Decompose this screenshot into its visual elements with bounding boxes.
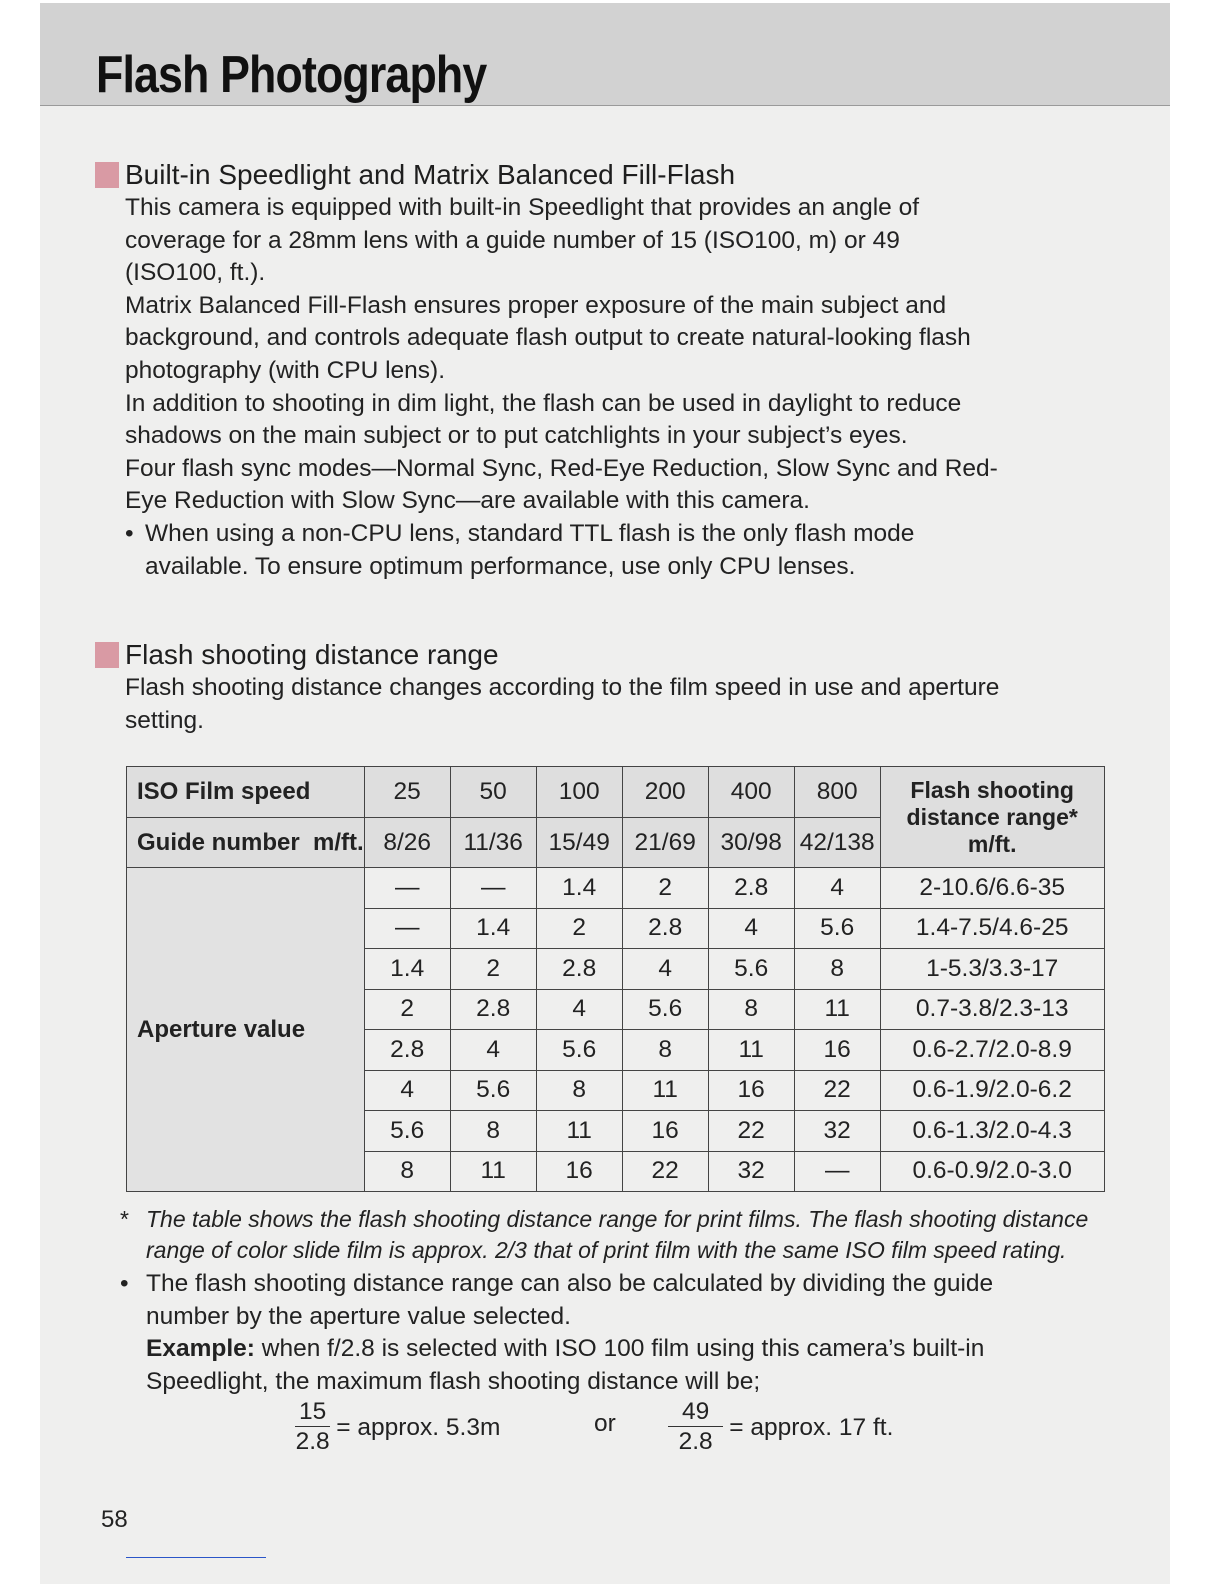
guide-value: 15/49	[536, 818, 622, 868]
footnote	[120, 1204, 1110, 1266]
formula-result: = approx. 17 ft.	[729, 1413, 894, 1441]
range-header-line: distance range*	[906, 803, 1078, 830]
aperture-cell: 5.6	[364, 1111, 450, 1152]
formula-or-text: or	[594, 1410, 616, 1437]
body-line: (ISO100, ft.).	[125, 259, 266, 287]
aperture-cell: 8	[364, 1151, 450, 1192]
footnote-line: The table shows the flash shooting distance range for print films. The flash shooting distance	[146, 1206, 1089, 1232]
body-line: Matrix Balanced Fill-Flash ensures proper exposure of the main subject and	[125, 291, 947, 319]
section-heading	[95, 638, 1125, 672]
aperture-cell: 32	[794, 1111, 880, 1152]
aperture-cell: 8	[622, 1030, 708, 1071]
aperture-cell: 2.8	[708, 868, 794, 909]
aperture-cell: 2	[536, 908, 622, 949]
section-title: Built-in Speedlight and Matrix Balanced Fill-Flash	[125, 159, 736, 190]
body-line: setting.	[125, 706, 204, 734]
aperture-cell: 4	[450, 1030, 536, 1071]
bullet-line: The flash shooting distance range can also be calculated by dividing the guide	[146, 1270, 994, 1297]
aperture-cell: 11	[794, 989, 880, 1030]
aperture-cell: 2	[450, 949, 536, 990]
aperture-cell: 1.4	[536, 868, 622, 909]
aperture-cell: —	[364, 868, 450, 909]
fraction-denominator: 2.8	[678, 1428, 713, 1455]
example-label: Example:	[146, 1335, 255, 1363]
fraction	[295, 1398, 330, 1457]
range-cell: 1.4-7.5/4.6-25	[880, 908, 1104, 949]
formula-feet	[668, 1398, 893, 1457]
formula-result: = approx. 5.3m	[336, 1413, 501, 1441]
aperture-cell: 2.8	[450, 989, 536, 1030]
aperture-cell: 22	[708, 1111, 794, 1152]
iso-value: 50	[450, 767, 536, 818]
iso-value: 25	[364, 767, 450, 818]
body-line: Eye Reduction with Slow Sync—are available with this camera.	[125, 487, 810, 515]
range-cell: 0.6-2.7/2.0-8.9	[880, 1030, 1104, 1071]
bullet-note	[120, 1268, 1110, 1333]
fraction-denominator: 2.8	[295, 1428, 330, 1455]
aperture-cell: 16	[708, 1070, 794, 1111]
aperture-cell: 32	[708, 1151, 794, 1192]
aperture-cell: 5.6	[450, 1070, 536, 1111]
aperture-cell: 2	[622, 868, 708, 909]
aperture-cell: 5.6	[622, 989, 708, 1030]
bottom-rule	[126, 1557, 266, 1558]
bullet-line: When using a non-CPU lens, standard TTL flash is the only flash mode	[145, 519, 915, 547]
aperture-cell: 16	[536, 1151, 622, 1192]
example-line	[146, 1333, 1110, 1366]
formula-metric	[295, 1398, 500, 1457]
iso-value: 800	[794, 767, 880, 818]
aperture-cell: —	[794, 1151, 880, 1192]
range-cell: 1-5.3/3.3-17	[880, 949, 1104, 990]
footnote-line: range of color slide film is approx. 2/3 that of print film with the same ISO film speed rating.	[146, 1237, 1067, 1263]
guide-value: 21/69	[622, 818, 708, 868]
example-text: when f/2.8 is selected with ISO 100 film using this camera’s built-in	[254, 1335, 985, 1363]
aperture-cell: 2.8	[622, 908, 708, 949]
aperture-cell: 1.4	[364, 949, 450, 990]
header-band	[40, 3, 1170, 106]
fraction-numerator: 49	[668, 1398, 723, 1427]
example-line: Speedlight, the maximum flash shooting distance will be;	[146, 1367, 761, 1395]
aperture-cell: 11	[622, 1070, 708, 1111]
formula-or	[594, 1410, 616, 1438]
range-header-line: m/ft.	[967, 830, 1017, 857]
section-distance-range	[95, 638, 1125, 737]
aperture-cell: 5.6	[794, 908, 880, 949]
aperture-cell: 1.4	[450, 908, 536, 949]
aperture-cell: 2	[364, 989, 450, 1030]
aperture-cell: 16	[622, 1111, 708, 1152]
range-cell: 0.6-1.9/2.0-6.2	[880, 1070, 1104, 1111]
range-cell: 0.6-0.9/2.0-3.0	[880, 1151, 1104, 1192]
aperture-cell: 4	[708, 908, 794, 949]
bullet-icon: •	[120, 1270, 129, 1297]
notes	[120, 1204, 1110, 1398]
section-body	[125, 192, 1125, 583]
table-row	[127, 868, 1105, 909]
guide-value: 11/36	[450, 818, 536, 868]
example	[146, 1333, 1110, 1398]
bullet-line: available. To ensure optimum performance, use only CPU lenses.	[145, 552, 856, 580]
aperture-cell: 4	[364, 1070, 450, 1111]
aperture-cell: —	[364, 908, 450, 949]
aperture-cell: 8	[708, 989, 794, 1030]
aperture-cell: 5.6	[536, 1030, 622, 1071]
aperture-cell: —	[450, 868, 536, 909]
fraction	[668, 1398, 723, 1457]
bullet-note	[125, 518, 1125, 583]
aperture-cell: 8	[794, 949, 880, 990]
aperture-label: Aperture value	[127, 868, 365, 1192]
iso-value: 400	[708, 767, 794, 818]
aperture-cell: 4	[622, 949, 708, 990]
bullet-icon: •	[125, 519, 134, 547]
range-header	[880, 767, 1104, 868]
range-cell: 2-10.6/6.6-35	[880, 868, 1104, 909]
body-line: Four flash sync modes—Normal Sync, Red-Eye Reduction, Slow Sync and Red-	[125, 454, 998, 482]
aperture-cell: 22	[622, 1151, 708, 1192]
bullet-line: number by the aperture value selected.	[146, 1302, 571, 1330]
aperture-cell: 2.8	[536, 949, 622, 990]
iso-value: 200	[622, 767, 708, 818]
aperture-cell: 2.8	[364, 1030, 450, 1071]
section-title: Flash shooting distance range	[125, 639, 499, 670]
fraction-numerator: 15	[295, 1398, 330, 1427]
body-line: Flash shooting distance changes according to the film speed in use and aperture	[125, 674, 1000, 701]
flash-range-table	[126, 766, 1105, 1192]
guide-value: 8/26	[364, 818, 450, 868]
body-line: In addition to shooting in dim light, the flash can be used in daylight to reduce	[125, 389, 962, 417]
range-cell: 0.6-1.3/2.0-4.3	[880, 1111, 1104, 1152]
iso-value: 100	[536, 767, 622, 818]
section-marker-icon	[95, 642, 119, 668]
section-speedlight	[95, 158, 1125, 583]
body-line: photography (with CPU lens).	[125, 356, 446, 384]
aperture-cell: 8	[536, 1070, 622, 1111]
footnote-asterisk: *	[120, 1206, 129, 1232]
page-title: Flash Photography	[96, 46, 487, 104]
aperture-cell: 11	[708, 1030, 794, 1071]
aperture-cell: 16	[794, 1030, 880, 1071]
aperture-cell: 4	[794, 868, 880, 909]
guide-value: 42/138	[794, 818, 880, 868]
guide-value: 30/98	[708, 818, 794, 868]
guide-label: Guide number m/ft.	[127, 818, 365, 868]
aperture-cell: 11	[536, 1111, 622, 1152]
page-number: 58	[101, 1506, 128, 1533]
section-heading	[95, 158, 1125, 192]
range-header-line: Flash shooting	[910, 776, 1074, 803]
iso-row	[127, 767, 1105, 818]
aperture-cell: 22	[794, 1070, 880, 1111]
aperture-cell: 11	[450, 1151, 536, 1192]
body-line: shadows on the main subject or to put catchlights in your subject’s eyes.	[125, 422, 908, 450]
aperture-cell: 8	[450, 1111, 536, 1152]
body-line: background, and controls adequate flash output to create natural-looking flash	[125, 324, 971, 352]
section-marker-icon	[95, 162, 119, 188]
range-cell: 0.7-3.8/2.3-13	[880, 989, 1104, 1030]
body-line: coverage for a 28mm lens with a guide number of 15 (ISO100, m) or 49	[125, 226, 900, 254]
aperture-cell: 4	[536, 989, 622, 1030]
aperture-cell: 5.6	[708, 949, 794, 990]
iso-label: ISO Film speed	[127, 767, 365, 818]
body-line: This camera is equipped with built-in Speedlight that provides an angle of	[125, 194, 920, 221]
section-body	[125, 672, 1125, 737]
